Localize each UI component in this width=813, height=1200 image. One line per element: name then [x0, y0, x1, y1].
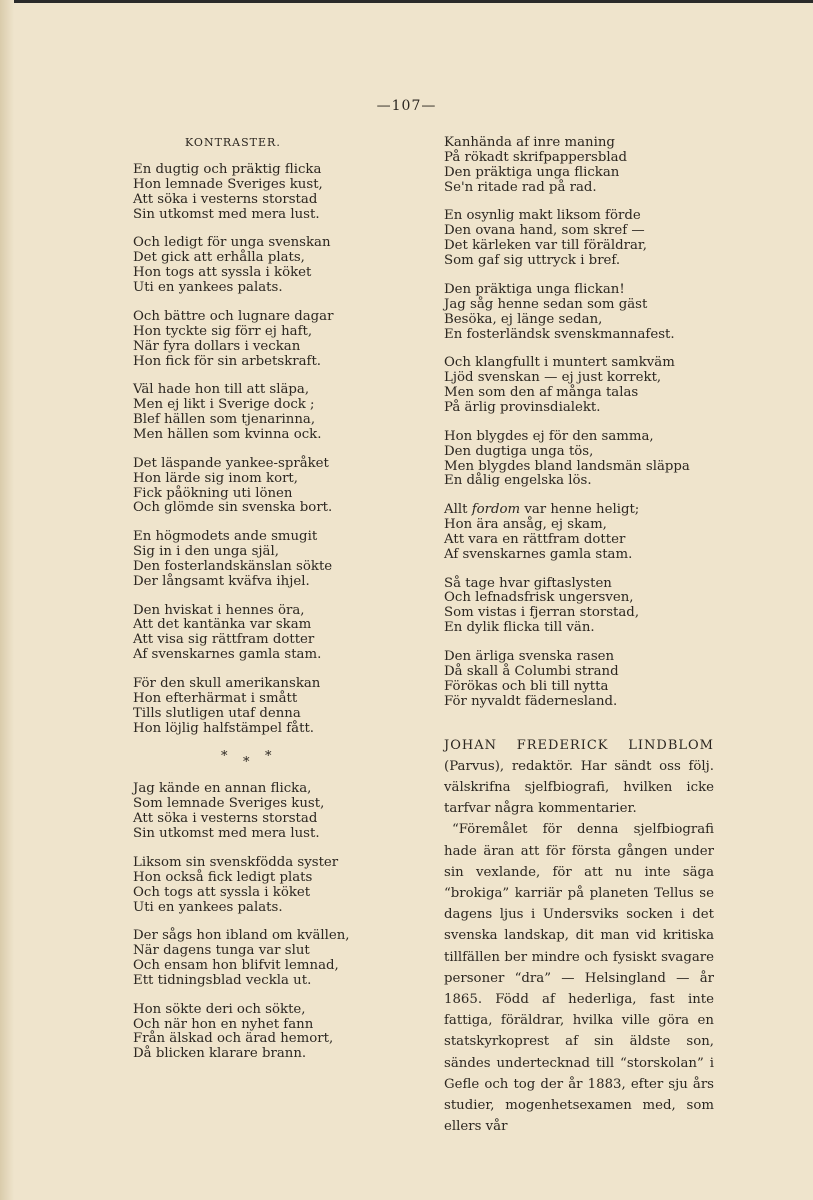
poem-line: Liksom sin svenskfödda syster [133, 854, 339, 870]
poem-line: Att söka i vesterns storstad [133, 191, 318, 207]
stanza [444, 503, 714, 563]
separator-star: * [265, 749, 272, 765]
poem-line: Men hällen som kvinna ock. [133, 426, 322, 442]
poem-line: Den hviskat i hennes öra, [133, 602, 305, 618]
biography-name: JOHAN FREDERICK LINDBLOM [444, 737, 714, 753]
poem-line: Och när hon en nyhet fann [133, 1016, 314, 1032]
poem-line: På rökadt skrifpappersblad [444, 149, 628, 165]
poem-line: Af svenskarnes gamla stam. [444, 546, 633, 562]
poem-line: När dagens tunga var slut [133, 943, 310, 959]
stanza [133, 1003, 383, 1063]
separator-star: * [243, 755, 250, 771]
poem-line: Och glömde sin svenska bort. [133, 500, 333, 516]
poem-line: Besöka, ej länge sedan, [444, 311, 603, 327]
poem-line: Den präktiga unga flickan [444, 164, 620, 180]
biography-body: “Föremålet för denna sjelfbiografi hade äran att för första gången under sin vexlande, för att nu inte säga “brokiga” karriär på planeten Tellus se dagens ljus i Undersviks socken i det svenska landskap, dit man vid kritiska tillfällen ber mindre och fysiskt svagare personer “dra” — Helsingland — år 1865. Född af hederliga, fast inte fattiga, föräldrar, hvilka ville göra en statskyrkoprest af sin äldste son, sändes undertecknad till “storskolan” i Gefle och tog der år 1883, efter sju års studier, mogenhetsexamen med, som ellers vår [444, 822, 714, 1135]
stanza [444, 136, 714, 196]
poem-line: Men blygdes bland landsmän släppa [444, 458, 690, 474]
poem-stanzas-left [133, 163, 383, 737]
poem-line: Den präktiga unga flickan! [444, 281, 625, 297]
poem-line: Då skall å Columbi strand [444, 663, 619, 679]
left-column [133, 136, 383, 1076]
poem-line: Af svenskarnes gamla stam. [133, 647, 322, 663]
poem-title: KONTRASTER. [185, 136, 281, 149]
poem-line: Ljöd svenskan — ej just korrekt, [444, 370, 662, 386]
page-number: —107— [376, 98, 437, 114]
poem-line: Det läspande yankee-språket [133, 455, 329, 471]
poem-line: Tills slutligen utaf denna [133, 705, 301, 721]
poem-line: Väl hade hon till att släpa, [133, 382, 310, 398]
biography-intro-text: (Parvus), redaktör. Har sändt oss följ. välskrifna sjelfbiografi, hvilken icke tarfvar några kommentarier. [444, 758, 714, 817]
poem-line: Hon sökte deri och sökte, [133, 1001, 306, 1017]
stanza [133, 530, 383, 590]
stanza [133, 929, 383, 989]
poem-line: Så tage hvar giftaslysten [444, 575, 612, 591]
poem-line: Der långsamt kväfva ihjel. [133, 573, 310, 589]
stanza [133, 856, 383, 916]
poem-line: Den ovana hand, som skref — [444, 223, 645, 239]
binding-shadow [0, 0, 14, 1200]
stanza [133, 383, 383, 443]
stanza [444, 356, 714, 416]
poem-line: Der sågs hon ibland om kvällen, [133, 928, 350, 944]
poem-line: Hon efterhärmat i smått [133, 690, 298, 706]
poem-line: Som lemnade Sveriges kust, [133, 796, 325, 812]
poem-line: Som gaf sig uttryck i bref. [444, 253, 621, 269]
poem-line: Sin utkomst med mera lust. [133, 206, 320, 222]
poem-line: Men som den af många talas [444, 385, 639, 401]
poem-line: Att vara en rättfram dotter [444, 531, 626, 547]
stanza [444, 430, 714, 490]
poem-line: Det gick att erhålla plats, [133, 250, 305, 266]
poem-line: Att söka i vesterns storstad [133, 811, 318, 827]
stanza [133, 457, 383, 517]
poem-line: När fyra dollars i veckan [133, 338, 301, 354]
poem-line: För nyvaldt fädernesland. [444, 693, 618, 709]
poem-line: Den dugtiga unga tös, [444, 443, 594, 459]
poem-line: Hon blygdes ej för den samma, [444, 428, 654, 444]
poem-line: Från älskad och ärad hemort, [133, 1031, 334, 1047]
biography [444, 735, 714, 1138]
stanza [133, 163, 383, 223]
biography-intro [444, 735, 714, 820]
poem-line: Allt fordom var henne heligt; [444, 502, 640, 518]
poem-line: Hon lärde sig inom kort, [133, 470, 298, 486]
poem-line: Hon ära ansåg, ej skam, [444, 517, 607, 533]
poem-line: Jag kände en annan flicka, [133, 781, 312, 797]
poem-line: En dålig engelska lös. [444, 473, 592, 489]
poem-line: Den ärliga svenska rasen [444, 648, 615, 664]
poem-line: Sin utkomst med mera lust. [133, 826, 320, 842]
poem-line: Och togs att syssla i köket [133, 884, 311, 900]
poem-line: Det kärleken var till föräldrar, [444, 238, 648, 254]
poem-line: Se'n ritade rad på rad. [444, 179, 597, 195]
poem-stanzas-left-after [133, 782, 383, 1062]
stanza [133, 236, 383, 296]
stanza [133, 677, 383, 737]
poem-line: Och lefnadsfrisk ungersven, [444, 590, 634, 606]
stanza-separator [133, 750, 383, 780]
poem-line: En högmodets ande smugit [133, 529, 318, 545]
poem-line: Kanhända af inre maning [444, 135, 615, 150]
poem-line: Och bättre och lugnare dagar [133, 308, 334, 324]
poem-line: Den fosterlandskänslan sökte [133, 558, 333, 574]
poem-line: På ärlig provinsdialekt. [444, 399, 601, 415]
poem-line: För den skull amerikanskan [133, 675, 321, 691]
stanza [444, 209, 714, 269]
poem-line: Som vistas i fjerran storstad, [444, 605, 640, 621]
stanza [133, 310, 383, 370]
poem-line: En fosterländsk svenskmannafest. [444, 326, 675, 342]
poem-line: Förökas och bli till nytta [444, 678, 609, 694]
page-top-edge [0, 0, 813, 3]
poem-line: Uti en yankees palats. [133, 899, 283, 915]
poem-line: Att det kantänka var skam [133, 617, 312, 633]
separator-star: * [221, 749, 228, 765]
stanza [444, 283, 714, 343]
poem-line: En dylik flicka till vän. [444, 620, 595, 636]
poem-line: Blef hällen som tjenarinna, [133, 412, 316, 428]
poem-stanzas-right [444, 136, 714, 710]
poem-line: Hon lemnade Sveriges kust, [133, 176, 323, 192]
poem-line: Fick påökning uti lönen [133, 485, 293, 501]
stanza [133, 782, 383, 842]
poem-line: Hon löjlig halfstämpel fått. [133, 720, 315, 736]
poem-line: Och ledigt för unga svenskan [133, 235, 331, 251]
poem-line: Att visa sig rättfram dotter [133, 632, 315, 648]
poem-line: Hon tyckte sig förr ej haft, [133, 323, 313, 339]
poem-line: Då blicken klarare brann. [133, 1046, 307, 1062]
poem-line: Hon också fick ledigt plats [133, 869, 313, 885]
poem-line: Sig in i den unga själ, [133, 544, 279, 560]
poem-line: Och klangfullt i muntert samkväm [444, 355, 675, 371]
right-column [444, 136, 714, 1137]
stanza [444, 650, 714, 710]
poem-line: Hon togs att syssla i köket [133, 265, 312, 281]
poem-line: Hon fick för sin arbetskraft. [133, 353, 322, 369]
poem-line: Jag såg henne sedan som gäst [444, 296, 648, 312]
stanza [133, 604, 383, 664]
poem-line: Uti en yankees palats. [133, 280, 283, 296]
poem-line: En dugtig och präktig flicka [133, 162, 322, 177]
poem-line: Ett tidningsblad veckla ut. [133, 972, 312, 988]
poem-line: Och ensam hon blifvit lemnad, [133, 958, 339, 974]
poem-line: En osynlig makt liksom förde [444, 208, 641, 224]
stanza [444, 577, 714, 637]
poem-line: Men ej likt i Sverige dock ; [133, 397, 315, 413]
